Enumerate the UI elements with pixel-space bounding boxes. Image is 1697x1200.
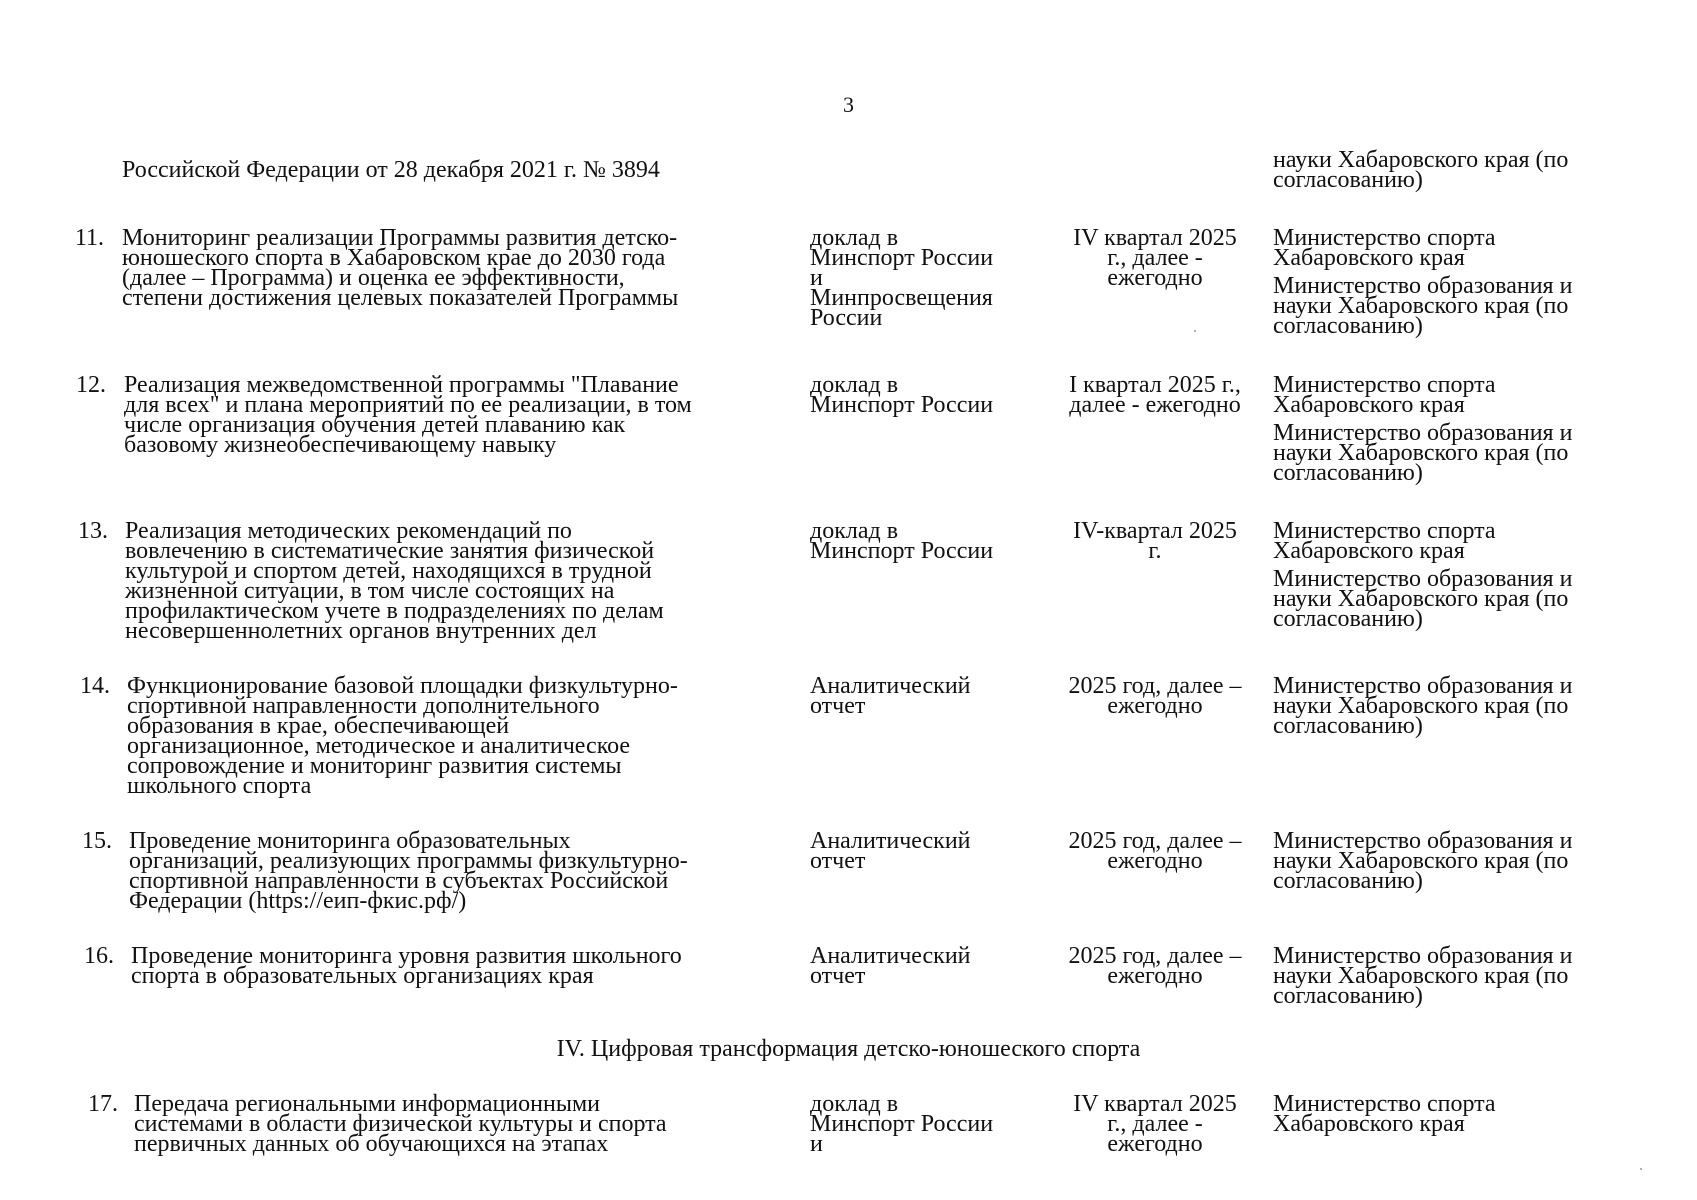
row-number: 15. bbox=[82, 828, 112, 854]
row-report-form: Аналитический отчет bbox=[810, 673, 971, 719]
row-report-form: Аналитический отчет bbox=[810, 943, 971, 989]
row-deadline: IV квартал 2025 г., далее - ежегодно bbox=[1073, 1091, 1237, 1157]
row-number: 13. bbox=[78, 518, 108, 544]
row-deadline: 2025 год, далее – ежегодно bbox=[1068, 673, 1242, 719]
row-activity-text: Реализация межведомственной программы "Плавание для всех" и плана мероприятий по ее реализации, в том числе организация обучения детей плаванию как базовому жизнеобеспечивающему навыку bbox=[124, 372, 692, 458]
row-activity-text: Проведение мониторинга образовательных организаций, реализующих программы физкультурно- спортивной направленности в субъектах Российской Федерации (https://еип-фкис.рф/) bbox=[129, 828, 688, 914]
row-number: 11. bbox=[74, 225, 104, 251]
row-report-form: доклад в Минспорт России bbox=[810, 372, 994, 418]
row-activity-text: Передача региональными информационными системами в области физической культуры и спорта первичных данных об обучающихся на этапах bbox=[134, 1091, 667, 1157]
row-activity-text: Функционирование базовой площадки физкультурно- спортивной направленности дополнительного образования в крае, обеспечивающей организационное, методическое и аналитическое сопровождение и мониторинг развития системы школьного спорта bbox=[127, 673, 678, 799]
row-deadline: I квартал 2025 г., далее - ежегодно bbox=[1069, 372, 1241, 418]
row-report-form: доклад в Минспорт России и bbox=[810, 1091, 994, 1157]
row-number: 12. bbox=[76, 372, 106, 398]
responsible-entity: Министерство образования и науки Хабаровского края (по согласованию) bbox=[1273, 566, 1573, 632]
responsible-entity: Министерство образования и науки Хабаровского края (по согласованию) bbox=[1273, 943, 1573, 1009]
row-responsible bbox=[1273, 943, 1673, 1014]
row-responsible bbox=[1273, 225, 1673, 344]
responsible-entity: Министерство образования и науки Хабаровского края (по согласованию) bbox=[1273, 273, 1573, 339]
responsible-entity: Министерство спорта Хабаровского края bbox=[1273, 518, 1496, 564]
row-responsible bbox=[1273, 518, 1673, 637]
row-report-form: Аналитический отчет bbox=[810, 828, 971, 874]
continuation-text: Российской Федерации от 28 декабря 2021 г. № 3894 bbox=[122, 157, 660, 183]
row-responsible bbox=[1273, 673, 1673, 744]
row-report-form: доклад в Минспорт России и Минпросвещения России bbox=[810, 225, 994, 331]
row-deadline: IV-квартал 2025 г. bbox=[1073, 518, 1237, 564]
row-activity-text: Реализация методических рекомендаций по вовлечению в систематические занятия физической культурой и спортом детей, находящихся в трудной жизненной ситуации, в том числе состоящих на профилактическом учете в подразделениях по делам несовершеннолетних органов внутренних дел bbox=[125, 518, 664, 644]
row-number: 17. bbox=[88, 1091, 118, 1117]
responsible-entity: Министерство образования и науки Хабаровского края (по согласованию) bbox=[1273, 828, 1573, 894]
responsible-entity: Министерство спорта Хабаровского края bbox=[1273, 372, 1496, 418]
row-activity-text: Мониторинг реализации Программы развития детско- юношеского спорта в Хабаровском крае до 2030 года (далее – Программа) и оценка ее эффективности, степени достижения целевых показателей Программы bbox=[122, 225, 679, 311]
continuation-responsible bbox=[1273, 147, 1673, 198]
row-responsible bbox=[1273, 372, 1673, 491]
scan-speck bbox=[1194, 330, 1196, 332]
row-deadline: 2025 год, далее – ежегодно bbox=[1068, 943, 1242, 989]
scan-speck bbox=[1640, 1168, 1642, 1170]
row-responsible bbox=[1273, 828, 1673, 899]
row-number: 14. bbox=[80, 673, 110, 699]
row-deadline: 2025 год, далее – ежегодно bbox=[1068, 828, 1242, 874]
section-heading: IV. Цифровая трансформация детско-юношеского спорта bbox=[556, 1036, 1141, 1062]
page-number: 3 bbox=[843, 92, 854, 117]
row-activity-text: Проведение мониторинга уровня развития школьного спорта в образовательных организациях края bbox=[131, 943, 682, 989]
row-report-form: доклад в Минспорт России bbox=[810, 518, 994, 564]
responsible-entity: Министерство образования и науки Хабаровского края (по согласованию) bbox=[1273, 420, 1573, 486]
row-number: 16. bbox=[84, 943, 114, 969]
row-responsible bbox=[1273, 1091, 1673, 1142]
responsible-entity: Министерство спорта Хабаровского края bbox=[1273, 1091, 1496, 1137]
row-deadline: IV квартал 2025 г., далее - ежегодно bbox=[1073, 225, 1237, 291]
continuation-responsible-text: науки Хабаровского края (по согласованию) bbox=[1273, 147, 1569, 193]
responsible-entity: Министерство образования и науки Хабаровского края (по согласованию) bbox=[1273, 673, 1573, 739]
responsible-entity: Министерство спорта Хабаровского края bbox=[1273, 225, 1496, 271]
